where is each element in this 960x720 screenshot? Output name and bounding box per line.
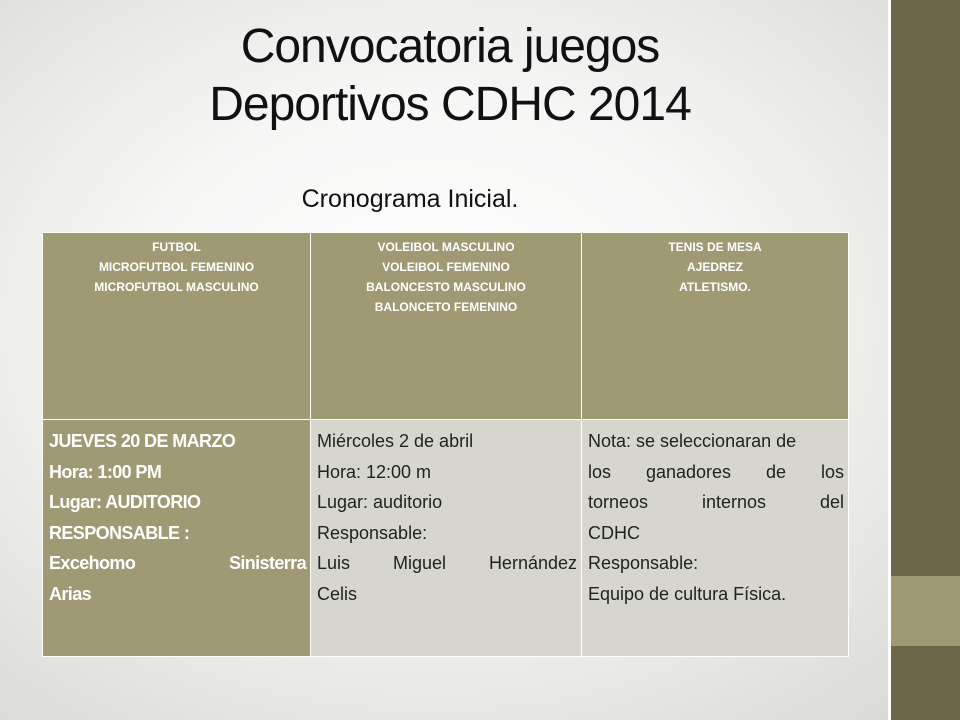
schedule-details-row	[43, 420, 849, 657]
note-line	[588, 457, 844, 488]
event-place: Lugar: auditorio	[317, 492, 443, 512]
sports-group-3	[582, 233, 849, 420]
event-responsible-name	[49, 548, 306, 579]
note-word: del	[819, 492, 844, 512]
note-word: de	[766, 461, 787, 482]
sidebar-band-bottom	[888, 646, 960, 720]
note-line: Nota: se seleccionaran de	[588, 431, 797, 451]
sport-item: ATLETISMO.	[679, 280, 751, 294]
sports-group-2	[311, 233, 582, 420]
sport-item: BALONCESTO MASCULINO	[366, 280, 526, 294]
name-word: Hernández	[488, 553, 577, 573]
title-line-2: Deportivos CDHC 2014	[209, 78, 691, 131]
sport-item: TENIS DE MESA	[668, 240, 762, 254]
schedule-cell-3	[582, 420, 849, 657]
name-word: Sinisterra	[228, 553, 306, 573]
name-word: Miguel	[392, 553, 446, 573]
schedule-cell-2	[311, 420, 582, 657]
title-line-1: Convocatoria juegos	[240, 20, 660, 73]
sport-item: AJEDREZ	[686, 260, 743, 274]
note-word: los	[588, 461, 612, 482]
event-time: Hora: 12:00 m	[317, 461, 432, 482]
name-word: Luis	[317, 553, 351, 573]
note-line: CDHC	[588, 522, 640, 543]
event-responsible-name	[317, 548, 577, 579]
event-time: Hora: 1:00 PM	[49, 461, 162, 482]
sport-item: MICROFUTBOL MASCULINO	[94, 280, 259, 294]
decorative-sidebar	[888, 0, 960, 720]
event-responsible-surname: Arias	[49, 583, 92, 604]
sport-item: MICROFUTBOL FEMENINO	[98, 260, 255, 274]
sports-group-1	[43, 233, 311, 420]
slide-title	[80, 18, 820, 134]
event-responsible-label: Responsable:	[588, 553, 699, 573]
event-date: Miércoles 2 de abril	[317, 431, 474, 451]
sport-item: FUTBOL	[152, 240, 201, 254]
event-place: Lugar: AUDITORIO	[49, 492, 201, 512]
event-responsible-label: RESPONSABLE :	[49, 522, 190, 543]
note-word: torneos	[588, 492, 649, 512]
sidebar-separator	[888, 0, 891, 720]
name-word: Excehomo	[49, 553, 136, 573]
note-word: internos	[701, 492, 767, 512]
note-word: los	[820, 461, 844, 482]
note-word: ganadores	[645, 461, 732, 482]
schedule-table	[42, 232, 849, 657]
sport-item: BALONCETO FEMENINO	[374, 300, 518, 314]
sidebar-band-top	[888, 0, 960, 576]
schedule-header-row	[43, 233, 849, 420]
sport-item: VOLEIBOL FEMENINO	[382, 260, 510, 274]
sport-item: VOLEIBOL MASCULINO	[377, 240, 515, 254]
slide-subtitle: Cronograma Inicial.	[301, 185, 519, 213]
sidebar-band-middle	[888, 576, 960, 646]
event-responsible-surname: Celis	[317, 583, 358, 604]
note-line	[588, 487, 844, 518]
event-responsible-label: Responsable:	[317, 522, 428, 543]
event-responsible-name: Equipo de cultura Física.	[588, 583, 787, 604]
event-date: JUEVES 20 DE MARZO	[49, 431, 236, 451]
schedule-cell-1	[43, 420, 311, 657]
